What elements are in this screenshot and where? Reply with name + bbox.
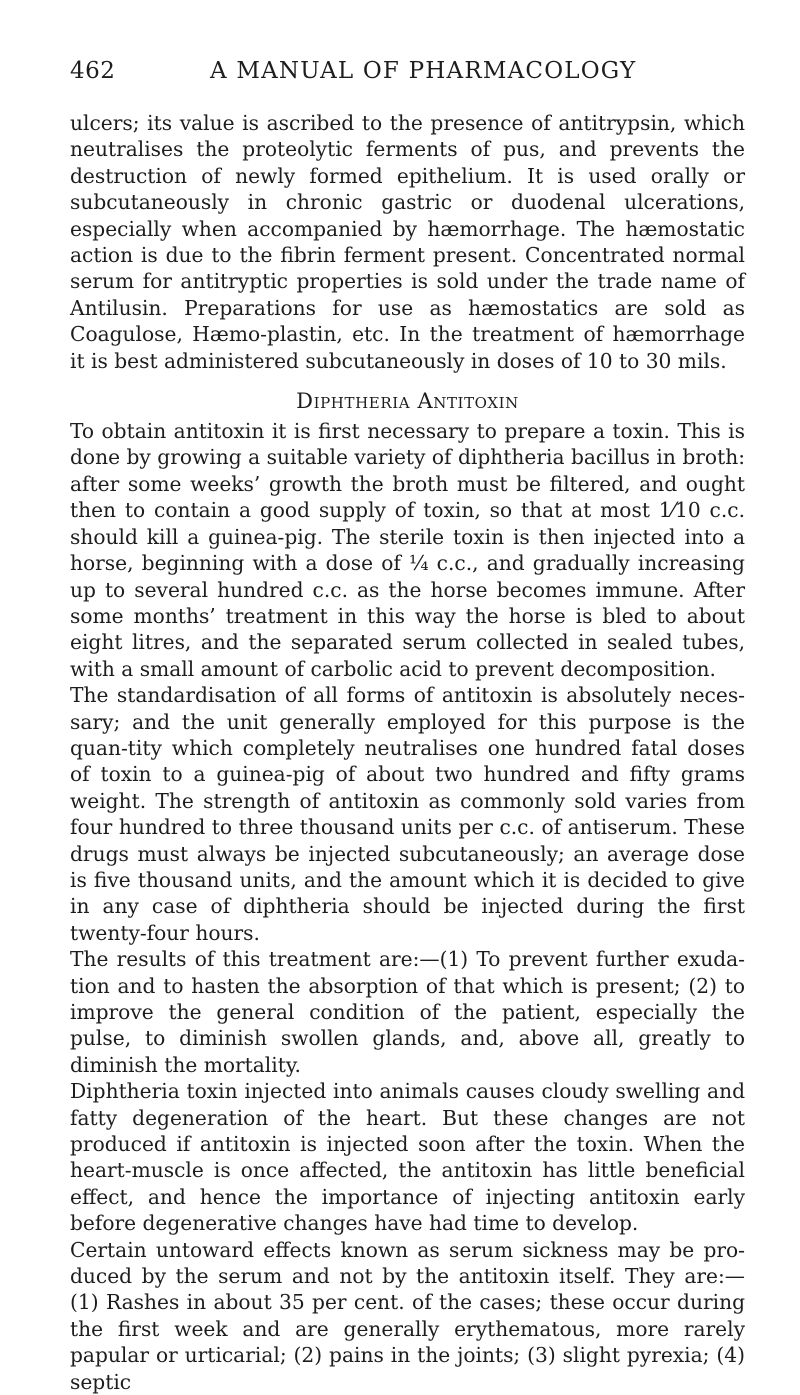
paragraph: Diphtheria toxin injected into animals causes cloudy swelling and fatty degeneration of the heart. But these changes are not produced if antitoxin is injected soon after the toxin. When the heart-muscle is once affected, the antitoxin has little beneficial effect, and hence the importance of injecting antitoxin early before degenerative changes have had time to develop. (70, 1079, 745, 1236)
section-heading-text: Diphtheria Antitoxin (296, 389, 519, 414)
page-body (70, 110, 745, 1395)
running-head: A MANUAL OF PHARMACOLOGY (210, 58, 637, 84)
page-header (70, 58, 745, 94)
page-number: 462 (70, 58, 116, 84)
paragraph: Certain untoward effects known as serum sickness may be pro-duced by the serum and not by the antitoxin itself. They are:— (1) Rashes in about 35 per cent. of the cases; these occur during the first week and are generally erythematous, more rarely papular or urticarial; (2) pains in the joints; (3) slight pyrexia; (4) septic (70, 1237, 745, 1394)
paragraph: The standardisation of all forms of antitoxin is absolutely neces-sary; and the unit generally employed for this purpose is the quan-tity which completely neutralises one hundred fatal doses of toxin to a guinea-pig of about two hundred and fifty grams weight. The strength of antitoxin as commonly sold varies from four hundred to three thousand units per c.c. of antiserum. These drugs must always be injected subcutaneously; an average dose is five thousand units, and the amount which it is decided to give in any case of diphtheria should be injected during the first twenty-four hours. (70, 683, 745, 945)
book-page (70, 58, 745, 1395)
paragraph: ulcers; its value is ascribed to the presence of antitrypsin, which neutralises the proteolytic ferments of pus, and prevents the destruction of newly formed epithelium. It is used orally or subcutaneously in chronic gastric or duodenal ulcerations, especially when accompanied by hæmorrhage. The hæmostatic action is due to the fibrin ferment present. Concentrated normal serum for antitryptic properties is sold under the trade name of Antilusin. Preparations for use as hæmostatics are sold as Coagulose, Hæmo-plastin, etc. In the treatment of hæmorrhage it is best administered subcutaneously in doses of 10 to 30 mils. (70, 111, 745, 373)
paragraph: To obtain antitoxin it is first necessary to prepare a toxin. This is done by growing a suitable variety of diphtheria bacillus in broth: after some weeks’ growth the broth must be filtered, and ought then to contain a good supply of toxin, so that at most 1⁄10 c.c. should kill a guinea-pig. The sterile toxin is then injected into a horse, beginning with a dose of ¼ c.c., and gradually increasing up to several hundred c.c. as the horse becomes immune. After some months’ treatment in this way the horse is bled to about eight litres, and the separated serum collected in sealed tubes, with a small amount of carbolic acid to prevent decomposition. (70, 419, 745, 681)
paragraph: The results of this treatment are:—(1) To prevent further exuda-tion and to hasten the absorption of that which is present; (2) to improve the general condition of the patient, especially the pulse, to diminish swollen glands, and, above all, greatly to diminish the mortality. (70, 947, 745, 1077)
section-heading (70, 386, 745, 416)
